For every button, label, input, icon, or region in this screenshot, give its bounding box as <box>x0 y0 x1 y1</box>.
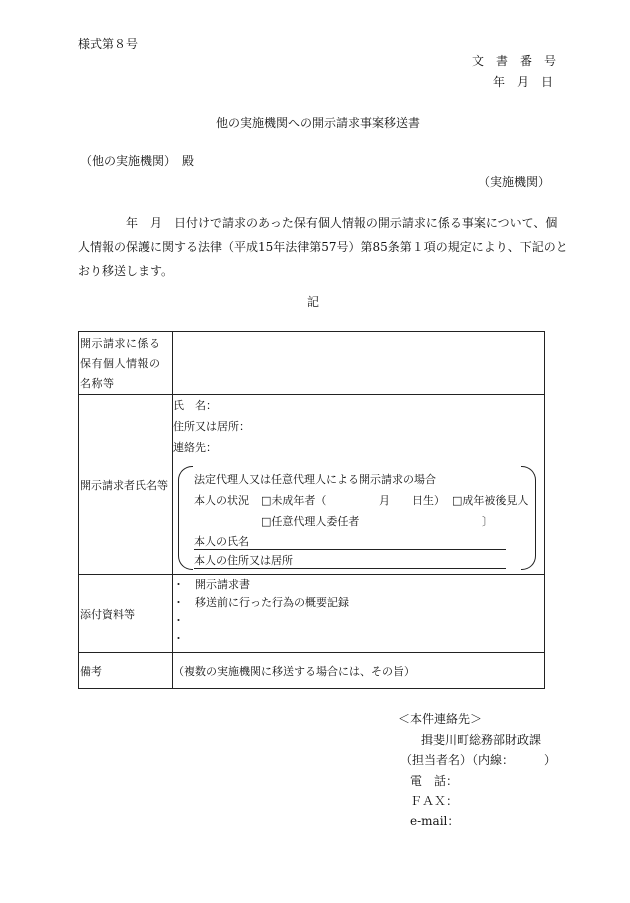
proxy-heading: 法定代理人又は任意代理人による開示請求の場合 <box>194 473 436 486</box>
proxy-person-name: 本人の氏名 <box>194 536 506 550</box>
table-value-remarks: （複数の実施機関に移送する場合には、その旨） <box>173 653 545 689</box>
body-paragraph <box>78 211 568 283</box>
body-line: おり移送します。 <box>78 264 174 278</box>
requester-contact-field: 連絡先： <box>173 441 217 454</box>
proxy-minor-checkbox: □未成年者（ <box>261 494 327 507</box>
proxy-voluntary-checkbox: □任意代理人委任者 <box>261 515 360 528</box>
attachment-item: ・ <box>173 614 184 627</box>
left-parenthesis <box>178 466 193 570</box>
table-label-remarks: 備考 <box>79 653 173 689</box>
contact-phone: 電 話： <box>410 774 459 788</box>
proxy-status-label: 本人の状況 <box>194 494 249 507</box>
form-number: 様式第８号 <box>78 37 139 51</box>
table-value-name <box>173 332 545 395</box>
proxy-close-bracket: 〕 <box>482 515 493 528</box>
document-number-label: 文 書 番 号 <box>472 54 557 68</box>
table-label-requester: 開示請求者氏名等 <box>79 395 173 575</box>
proxy-birth-month: 月 <box>379 494 390 507</box>
table-row <box>79 575 545 653</box>
body-line: 年 月 日付けで請求のあった保有個人情報の開示請求に係る事案について、個 <box>78 216 558 230</box>
table-label-attachments: 添付資料等 <box>79 575 173 653</box>
attachment-item: ・ 移送前に行った行為の概要記録 <box>173 596 349 609</box>
date-label: 年 月 日 <box>493 75 554 89</box>
table-row <box>79 332 545 395</box>
contact-email: e-mail： <box>410 814 460 828</box>
contact-department: 揖斐川町総務部財政課 <box>421 733 542 747</box>
body-line: 人情報の保護に関する法律（平成15年法律第57号）第85条第１項の規定により、下記のと <box>78 240 568 254</box>
attachment-item: ・ <box>173 632 184 645</box>
table-row <box>79 653 545 689</box>
document-title: 他の実施機関への開示請求事案移送書 <box>216 116 421 130</box>
proxy-person-address: 本人の住所又は居所 <box>194 555 506 569</box>
proxy-section <box>178 466 536 570</box>
proxy-birth-day: 日生） <box>412 494 445 507</box>
ki-heading: 記 <box>307 295 320 309</box>
contact-heading: ＜本件連絡先＞ <box>398 712 483 726</box>
proxy-adult-ward-checkbox: □成年被後見人 <box>452 494 529 507</box>
requester-name-field: 氏 名： <box>173 399 217 412</box>
table-value-attachments <box>173 575 545 653</box>
contact-person: （担当者名）（内線： ） <box>400 753 557 767</box>
contact-fax: ＦＡＸ： <box>410 794 459 808</box>
table-label-name: 開示請求に係る保有個人情報の名称等 <box>79 332 173 395</box>
attachment-item: ・ 開示請求書 <box>173 578 250 591</box>
addressee: （他の実施機関） 殿 <box>80 154 195 168</box>
sender: （実施機関） <box>478 175 551 189</box>
right-parenthesis <box>521 466 536 570</box>
requester-address-field: 住所又は居所： <box>173 420 250 433</box>
